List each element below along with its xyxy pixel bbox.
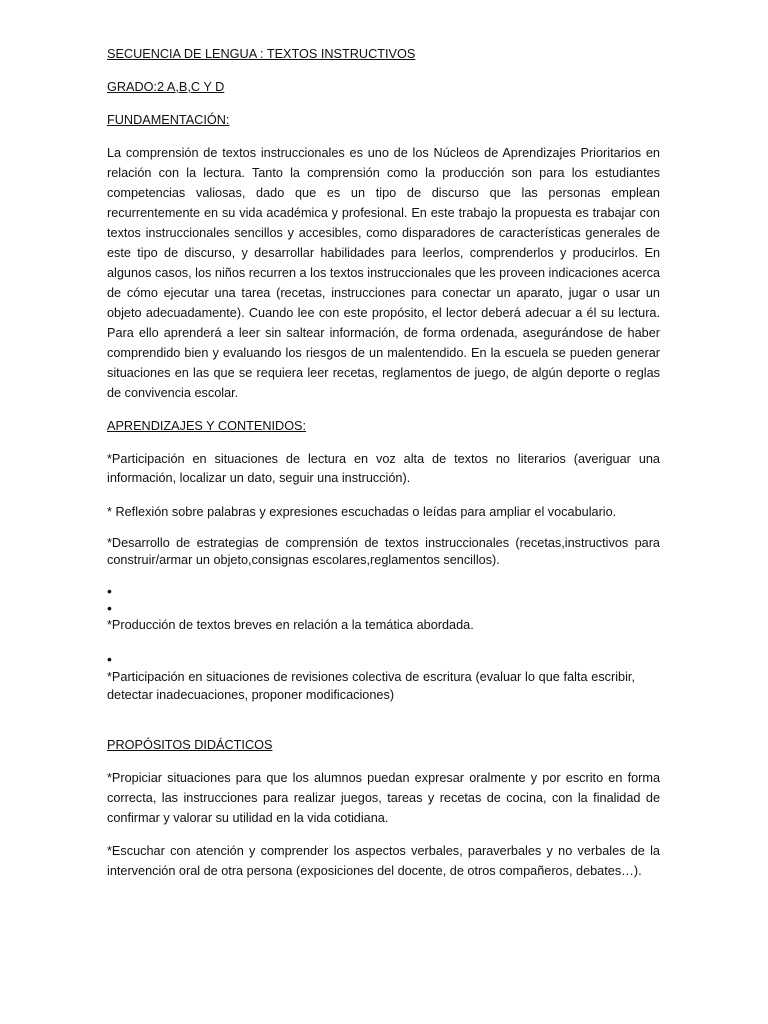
- aprendizajes-heading: APRENDIZAJES Y CONTENIDOS:: [107, 419, 307, 433]
- aprendizaje-item-2: * Reflexión sobre palabras y expresiones escuchadas o leídas para ampliar el vocabulario.: [107, 505, 617, 519]
- aprendizaje-item-3: *Desarrollo de estrategias de comprensión de textos instruccionales (recetas,instructivos para construir/armar un objeto,consignas escolares,reglamentos sencillos).: [107, 536, 660, 567]
- empty-bullet-list: [107, 583, 660, 617]
- bullet-list-2: [107, 651, 660, 668]
- aprendizaje-item-4: *Producción de textos breves en relación a la temática abordada.: [107, 618, 474, 632]
- aprendizaje-item-5: *Participación en situaciones de revisiones colectiva de escritura (evaluar lo que falta escribir, detectar inadecuaciones, proponer modificaciones): [107, 670, 635, 702]
- proposito-item-1: *Propiciar situaciones para que los alumnos puedan expresar oralmente y por escrito en forma correcta, las instrucciones para realizar juegos, tareas y recetas de cocina, con la finalidad de confirmar y valorar su utilidad en la vida cotidiana.: [107, 771, 660, 825]
- bullet-marker: •: [107, 651, 112, 667]
- fundamentacion-paragraph: La comprensión de textos instruccionales es uno de los Núcleos de Aprendizajes Prioritarios en relación con la lectura. Tanto la comprensión como la producción son para los estudiantes competencias valiosas, dado que es un tipo de discurso que las personas emplean recurrentemente en su vida académica y profesional. En este trabajo la propuesta es trabajar con textos instruccionales sencillos y accesibles, como disparadores de características generales de este tipo de discurso, y desarrollar habilidades para leerlos, comprenderlos y producirlos. En algunos casos, los niños recurren a los textos instruccionales que les proveen indicaciones acerca de cómo ejecutar una tarea (recetas, instrucciones para conectar un aparato, jugar o usar un objeto adecuadamente). Cuando lee con este propósito, el lector deberá adecuar a él su lectura. Para ello aprenderá a leer sin saltear información, de forma ordenada, asegurándose de haber comprendido bien y evaluando los riesgos de un malentendido. En la escuela se pueden generar situaciones en las que se requiera leer recetas, reglamentos de juego, de algún deporte o reglas de convivencia escolar.: [107, 146, 660, 400]
- bullet-marker: •: [107, 583, 112, 599]
- propositos-heading: PROPÓSITOS DIDÁCTICOS: [107, 738, 273, 752]
- grade-line: GRADO:2 A,B,C Y D: [107, 80, 225, 94]
- bullet-marker: •: [107, 600, 112, 616]
- fundamentacion-heading: FUNDAMENTACIÓN:: [107, 113, 230, 127]
- aprendizaje-item-1: *Participación en situaciones de lectura en voz alta de textos no literarios (averiguar una información, localizar un dato, seguir una instrucción).: [107, 452, 660, 485]
- proposito-item-2: *Escuchar con atención y comprender los aspectos verbales, paraverbales y no verbales de la intervención oral de otra persona (exposiciones del docente, de otros compañeros, debates…).: [107, 844, 660, 878]
- document-title: SECUENCIA DE LENGUA : TEXTOS INSTRUCTIVOS: [107, 47, 416, 61]
